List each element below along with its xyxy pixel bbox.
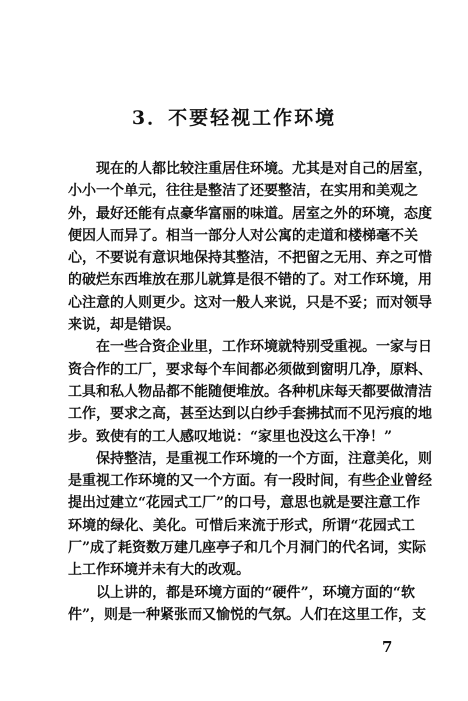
text-line: 保持整洁，是重视工作环境的一个方面，注意美化，则 xyxy=(96,450,432,467)
text-line: 现在的人都比较注重居住环境。尤其是对自己的居室， xyxy=(96,161,432,177)
text-line: 件”，则是一种紧张而又愉悦的气氛。人们在这里工作，支 xyxy=(68,606,427,623)
text-line: 在一些合资企业里，工作环境就特别受重视。一家与日 xyxy=(96,339,432,356)
paragraph-4 xyxy=(68,582,427,627)
paragraph-2 xyxy=(68,336,432,447)
text-line: 厂”成了耗资数万建几座亭子和几个月洞门的代名词，实际 xyxy=(68,540,427,557)
body-text xyxy=(68,158,432,626)
text-line: 心，不要说有意识地保持其整洁，不把留之无用、弃之可惜 xyxy=(68,250,432,267)
text-line: 心注意的人则更少。这对一般人来说，只是不妥；而对领导 xyxy=(68,294,432,311)
text-line: 来说，却是错误。 xyxy=(68,317,180,334)
text-line: 提出过建立“花园式工厂”的口号，意思也就是要注意工作 xyxy=(68,495,421,512)
text-line: 外，最好还能有点豪华富丽的味道。居室之外的环境，态度 xyxy=(68,205,432,222)
page-number: 7 xyxy=(382,638,393,656)
text-line: 以上讲的，都是环境方面的“硬件”，环境方面的“软 xyxy=(96,584,415,601)
paragraph-3 xyxy=(68,448,432,582)
text-line: 便因人而异了。相当一部分人对公寓的走道和楼梯毫不关 xyxy=(68,227,418,244)
text-line: 的破烂东西堆放在那儿就算是很不错的了。对工作环境，用 xyxy=(68,272,432,289)
section-title: 3．不要轻视工作环境 xyxy=(131,107,337,129)
text-line: 是重视工作环境的又一个方面。有一段时间，有些企业曾经 xyxy=(68,473,432,490)
text-line: 步。致使有的工人感叹地说：“家里也没这么干净！” xyxy=(68,428,393,445)
text-line: 小小一个单元，往往是整洁了还要整洁，在实用和美观之 xyxy=(68,183,418,200)
text-line: 上工作环境并未有大的改观。 xyxy=(68,562,250,579)
text-line: 工作，要求之高，甚至达到以白纱手套拂拭而不见污痕的地 xyxy=(68,406,432,423)
text-line: 工具和私人物品都不能随便堆放。各种机床每天都要做清洁 xyxy=(68,383,432,400)
paragraph-1 xyxy=(68,158,432,336)
text-line: 环境的绿化、美化。可惜后来流于形式，所谓“花园式工 xyxy=(68,517,415,534)
text-line: 资合作的工厂，要求每个车间都必须做到窗明几净，原料、 xyxy=(68,361,432,378)
